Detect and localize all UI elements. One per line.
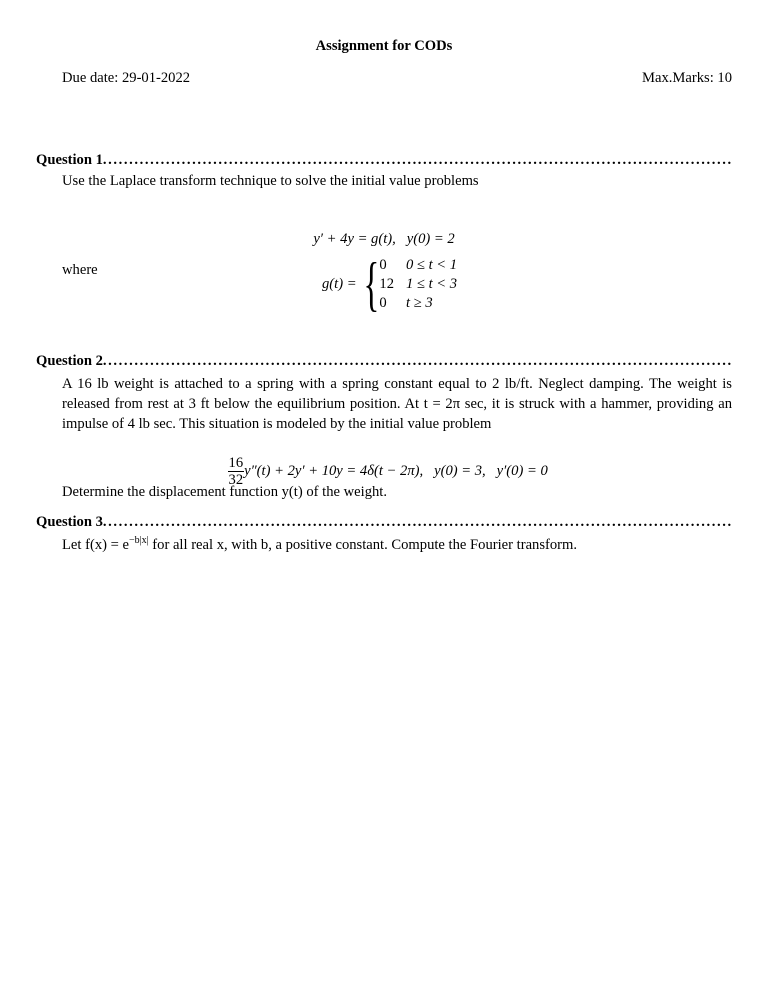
question-2-equation [0, 438, 768, 488]
max-marks: Max.Marks: 10 [642, 70, 732, 86]
question-2-text: A 16 lb weight is attached to a spring with a spring constant equal to 2 lb/ft. Neglect damping. The weight is released from rest at 3 ft below the equilibrium position. At t = 2π sec, it is struck with a hammer, providing an impulse of 4 lb sec. This situation is modeled by the initial value problem [62, 376, 732, 432]
question-2-label: Question 2 [36, 353, 103, 369]
text-part: Let f(x) = e [62, 536, 129, 553]
fraction-numerator: 16 [228, 455, 244, 471]
where-label: where [62, 262, 98, 278]
piecewise-cases [379, 256, 457, 313]
left-brace: { [363, 251, 379, 317]
case-value: 0 [379, 256, 387, 273]
case-value: 12 [379, 275, 394, 292]
question-1-equation [0, 231, 768, 248]
equation-text: y′ + 4y = g(t), y(0) = 2 [313, 231, 455, 247]
case-condition: 1 ≤ t < 3 [405, 275, 458, 292]
case-condition: 0 ≤ t < 1 [405, 256, 458, 273]
case-value: 0 [379, 294, 387, 311]
question-1-heading [36, 152, 732, 169]
case-condition: t ≥ 3 [405, 294, 433, 311]
question-3-label: Question 3 [36, 514, 103, 530]
dot-leader [103, 353, 732, 370]
piecewise-function [322, 251, 458, 317]
piecewise-lhs: g(t) = [322, 275, 357, 292]
equation-text: y″(t) + 2y′ + 10y = 4δ(t − 2π), y(0) = 3, y′(0) = 0 [244, 462, 548, 479]
question-2-followup: Determine the displacement function y(t) of the weight. [62, 484, 388, 500]
fraction-denominator: 32 [228, 472, 244, 488]
exponent: −b|x| [128, 535, 149, 546]
text-part: for all real x, with b, a positive constant. Compute the Fourier transform. [148, 536, 578, 553]
question-3-text [62, 535, 577, 554]
question-2-heading [36, 353, 732, 370]
due-date: Due date: 29-01-2022 [62, 70, 191, 86]
question-3-heading [36, 514, 732, 531]
dot-leader [103, 152, 732, 169]
question-1-label: Question 1 [36, 152, 103, 168]
question-1-text: Use the Laplace transform technique to solve the initial value problems [62, 173, 479, 189]
document-title: Assignment for CODs [315, 38, 453, 54]
dot-leader [103, 514, 732, 531]
